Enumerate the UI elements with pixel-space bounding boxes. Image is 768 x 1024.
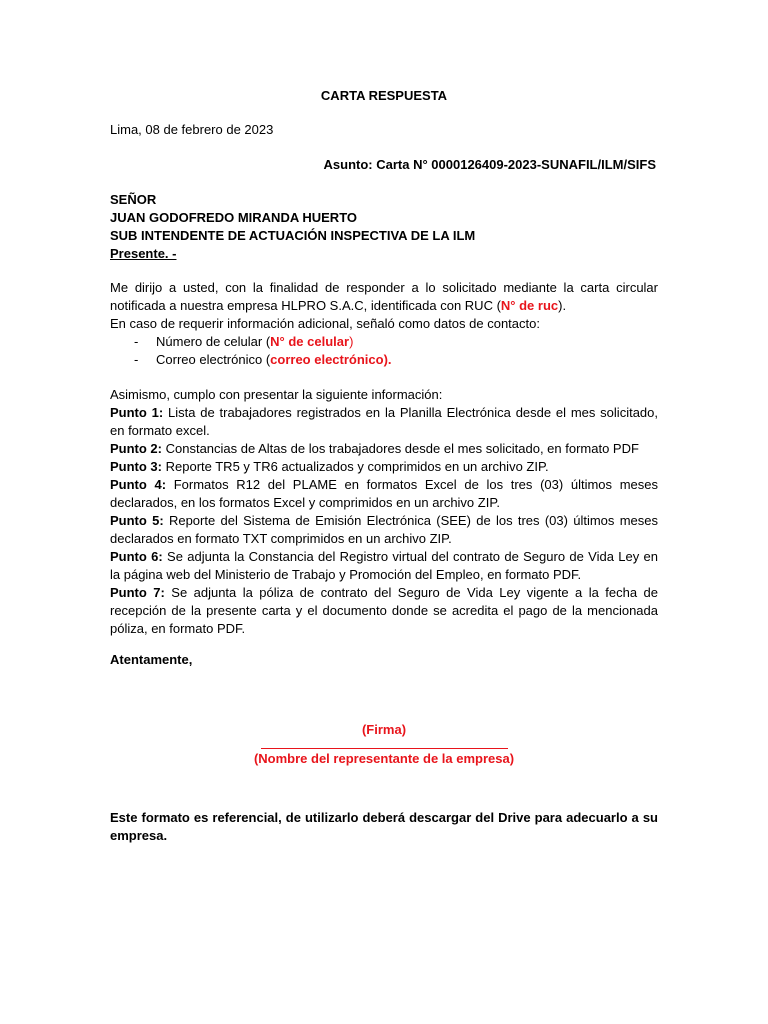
point-item bbox=[110, 476, 658, 512]
presente-label: Presente. - bbox=[110, 246, 177, 261]
point-text: Lista de trabajadores registrados en la Planilla Electrónica desde el mes solicitado, en formato excel. bbox=[110, 405, 658, 438]
letter-body bbox=[110, 279, 658, 638]
list-item bbox=[110, 333, 658, 351]
addressee-position: SUB INTENDENTE DE ACTUACIÓN INSPECTIVA DE LA ILM bbox=[110, 228, 476, 243]
point-item bbox=[110, 548, 658, 584]
email-placeholder: correo electrónico). bbox=[270, 352, 392, 367]
signature-line bbox=[261, 748, 508, 749]
bullet-dash: - bbox=[134, 352, 139, 367]
phone-placeholder: N° de celular bbox=[270, 334, 350, 349]
contact-suffix: ) bbox=[349, 334, 354, 349]
addressee-name: JUAN GODOFREDO MIRANDA HUERTO bbox=[110, 210, 358, 225]
point-item bbox=[110, 584, 658, 638]
intro-paragraph bbox=[110, 279, 658, 315]
point-text: Se adjunta la Constancia del Registro virtual del contrato de Seguro de Vida Ley en la página web del Ministerio de Trabajo y Promoción del Empleo, en formato PDF. bbox=[110, 549, 658, 582]
representative-name-placeholder: (Nombre del representante de la empresa) bbox=[253, 751, 515, 766]
bullet-dash: - bbox=[134, 334, 139, 349]
addressee-block bbox=[110, 191, 475, 263]
point-text: Reporte del Sistema de Emisión Electrónica (SEE) de los tres (03) últimos meses declarados en formato TXT comprimidos en un archivo ZIP. bbox=[110, 513, 658, 546]
point-text: Reporte TR5 y TR6 actualizados y comprimidos en un archivo ZIP. bbox=[162, 459, 549, 474]
point-label: Punto 3: bbox=[110, 459, 162, 474]
closing-text: Atentamente, bbox=[110, 652, 193, 667]
point-label: Punto 1: bbox=[110, 405, 164, 420]
contact-list bbox=[110, 333, 658, 369]
intro-text: Me dirijo a usted, con la finalidad de responder a lo solicitado mediante la carta circular notificada a nuestra empresa HLPRO S.A.C, identificada con RUC ( bbox=[110, 280, 658, 313]
ruc-placeholder: N° de ruc bbox=[500, 298, 559, 313]
point-item bbox=[110, 404, 658, 440]
point-label: Punto 4: bbox=[110, 477, 167, 492]
contact-intro: En caso de requerir información adicional, señaló como datos de contacto: bbox=[110, 316, 540, 331]
list-item bbox=[110, 351, 658, 369]
intro-text-end: ). bbox=[558, 298, 567, 313]
point-label: Punto 7: bbox=[110, 585, 165, 600]
point-text: Constancias de Altas de los trabajadores desde el mes solicitado, en formato PDF bbox=[162, 441, 639, 456]
point-label: Punto 5: bbox=[110, 513, 164, 528]
asimismo-text: Asimismo, cumplo con presentar la siguiente información: bbox=[110, 387, 443, 402]
point-item bbox=[110, 512, 658, 548]
footer-note: Este formato es referencial, de utilizarlo deberá descargar del Drive para adecuarlo a su empresa. bbox=[110, 810, 658, 843]
point-text: Se adjunta la póliza de contrato del Seguro de Vida Ley vigente a la fecha de recepción de la presente carta y el documento donde se acredita el pago de la mencionada póliza, en formato PDF. bbox=[110, 585, 658, 636]
contact-label: Correo electrónico ( bbox=[156, 352, 271, 367]
point-item bbox=[110, 440, 658, 458]
point-item bbox=[110, 458, 658, 476]
point-text: Formatos R12 del PLAME en formatos Excel de los tres (03) últimos meses declarados, en los formatos Excel y comprimidos en un archivo ZIP. bbox=[110, 477, 658, 510]
signature-block bbox=[0, 721, 768, 768]
letter-subject: Asunto: Carta N° 0000126409-2023-SUNAFIL/ILM/SIFS bbox=[323, 157, 656, 172]
letter-title: CARTA RESPUESTA bbox=[320, 88, 448, 103]
signature-firma: (Firma) bbox=[361, 722, 407, 737]
point-label: Punto 2: bbox=[110, 441, 162, 456]
letter-date: Lima, 08 de febrero de 2023 bbox=[110, 122, 274, 137]
contact-label: Número de celular ( bbox=[156, 334, 271, 349]
addressee-salutation: SEÑOR bbox=[110, 192, 157, 207]
point-label: Punto 6: bbox=[110, 549, 163, 564]
